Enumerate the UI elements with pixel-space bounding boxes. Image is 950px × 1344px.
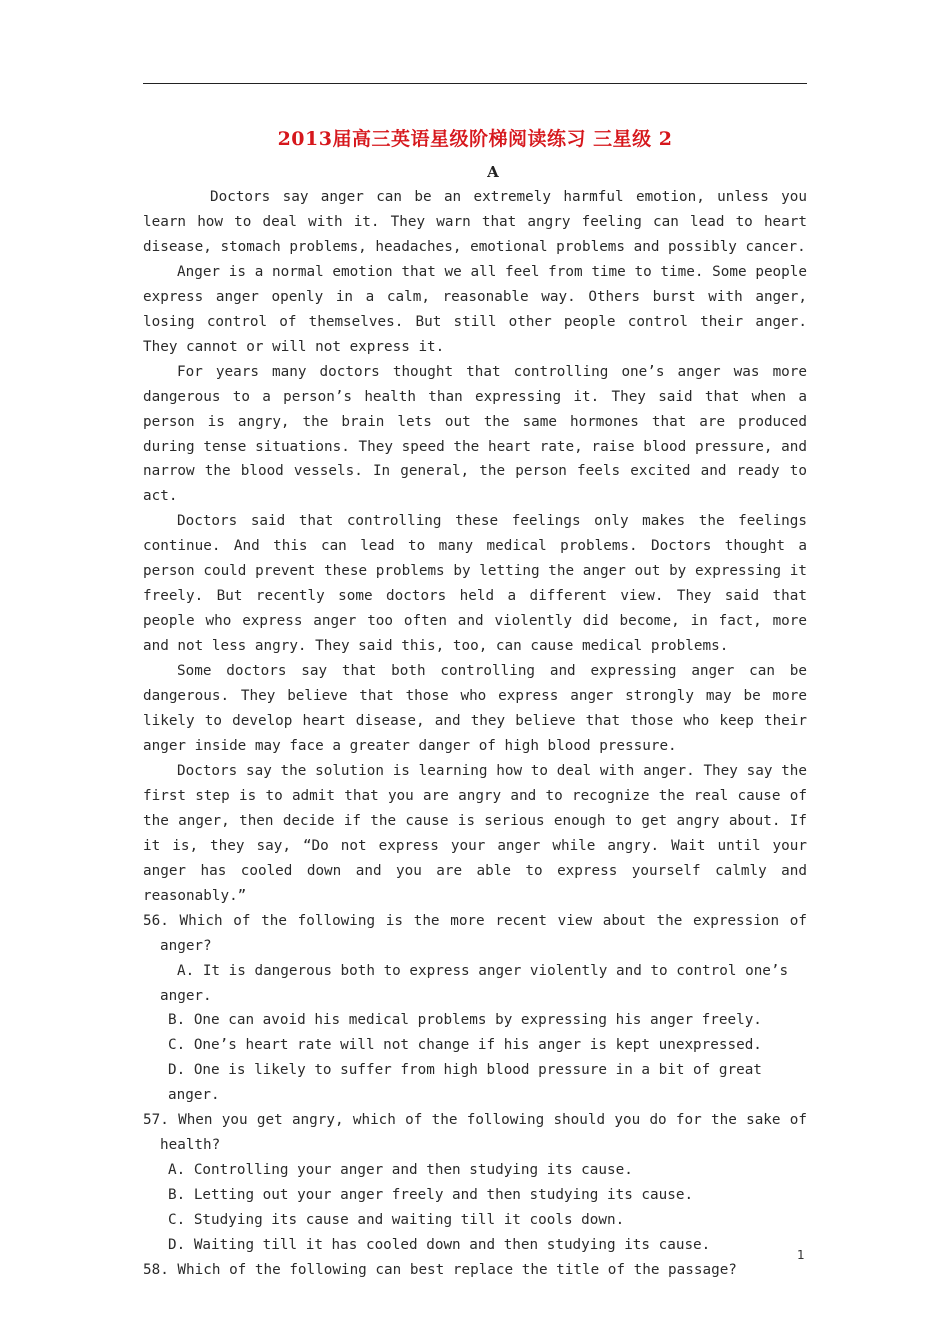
answer-option: B. Letting out your anger freely and then studying its cause. bbox=[168, 1187, 694, 1204]
paragraph: Doctors said that controlling these feelings only makes the feelings continue. And this can lead to many medical problems. Doctors thought a person could prevent these problems by letting the anger out by expressing it freely. But recently some doctors held a different view. They said that people who express anger too often and violently did become, in fact, more and not less angry. They said this, too, can cause medical problems. bbox=[143, 513, 807, 655]
question-stem: 56. Which of the following is the more recent view about the expression of anger? bbox=[143, 912, 807, 954]
section-label: A bbox=[487, 163, 499, 181]
answer-option: A. Controlling your anger and then studying its cause. bbox=[168, 1162, 633, 1179]
paragraph: Some doctors say that both controlling and expressing anger can be dangerous. They believe that those who express anger strongly may be more likely to develop heart disease, and they believe that those who keep their anger inside may face a greater danger of high blood pressure. bbox=[143, 663, 807, 754]
paragraph: For years many doctors thought that controlling one’s anger was more dangerous to a person’s health than expressing it. They said that when a person is angry, the brain lets out the same hormones that are produced during tense situations. They speed the heart rate, raise blood pressure, and narrow the blood vessels. In general, the person feels excited and ready to act. bbox=[143, 363, 807, 505]
paragraph: Anger is a normal emotion that we all feel from time to time. Some people express anger openly in a calm, reasonable way. Others burst with anger, losing control of themselves. But still other people control their anger. They cannot or will not express it. bbox=[143, 263, 807, 355]
header-rule bbox=[143, 83, 807, 84]
page-number: 1 bbox=[797, 1248, 805, 1262]
answer-option: D. One is likely to suffer from high blood pressure in a bit of great anger. bbox=[168, 1062, 762, 1104]
paragraph: Doctors say anger can be an extremely harmful emotion, unless you learn how to deal with it. They warn that angry feeling can lead to heart disease, stomach problems, headaches, emotional problems and possibly cancer. bbox=[143, 189, 807, 255]
answer-option: A. It is dangerous both to express anger violently and to control one’s anger. bbox=[160, 962, 789, 1004]
question-stem: 57. When you get angry, which of the following should you do for the sake of health? bbox=[143, 1112, 807, 1154]
answer-option: C. One’s heart rate will not change if his anger is kept unexpressed. bbox=[168, 1037, 762, 1054]
question-stem: 58. Which of the following can best replace the title of the passage? bbox=[143, 1261, 737, 1278]
passage-body bbox=[143, 185, 807, 1283]
answer-option: B. One can avoid his medical problems by expressing his anger freely. bbox=[168, 1012, 762, 1029]
page-title: 2013届高三英语星级阶梯阅读练习 三星级 2 bbox=[277, 128, 673, 150]
answer-option: D. Waiting till it has cooled down and then studying its cause. bbox=[168, 1237, 711, 1254]
paragraph: Doctors say the solution is learning how to deal with anger. They say the first step is to admit that you are angry and to recognize the real cause of the anger, then decide if the cause is serious enough to get angry about. If it is, they say, “Do not express your anger while angry. Wait until your anger has cooled down and you are able to express yourself calmly and reasonably.” bbox=[143, 762, 807, 904]
answer-option: C. Studying its cause and waiting till it cools down. bbox=[168, 1212, 625, 1229]
